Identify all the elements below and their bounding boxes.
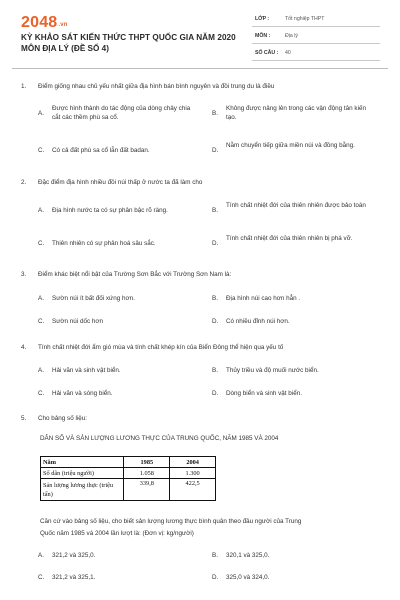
- meta-row-class: LỚP : Tốt nghiệp THPT: [252, 13, 380, 27]
- exam-meta: [252, 13, 380, 64]
- table-row: Số dân (triệu người) 1.058 1.300: [41, 468, 216, 479]
- table-row: Sản lượng lương thực (triệu tấn) 339,8 422,5: [41, 479, 216, 501]
- question-prompt: Quốc năm 1985 và 2004 lần lượt là: (Đơn vị: kg/người): [40, 530, 194, 537]
- exam-header: [0, 0, 400, 68]
- question-text: Điểm giống nhau chủ yếu nhất giữa địa hình bán bình nguyên và đồi trung du là điều: [38, 83, 275, 90]
- question-number: 5.: [21, 415, 27, 422]
- question-number: 2.: [21, 179, 27, 186]
- header-divider: [12, 68, 388, 69]
- question-number: 3.: [21, 271, 27, 278]
- data-table: [40, 456, 216, 501]
- question-number: 1.: [21, 83, 27, 90]
- question-number: 4.: [21, 344, 27, 351]
- question-prompt: Căn cứ vào bảng số liệu, cho biết sản lượng lương thực bình quân theo đầu người của Trung: [40, 518, 302, 525]
- meta-row-count: SỐ CÂU : 40: [252, 47, 380, 61]
- question-text: Tính chất nhiệt đới ẩm gió mùa và tính chất khép kín của Biển Đông thể hiện qua yếu tố: [38, 344, 284, 351]
- site-logo[interactable]: 2048.vn: [21, 14, 68, 31]
- table-title: DÂN SỐ VÀ SẢN LƯỢNG LƯƠNG THỰC CỦA TRUNG QUỐC, NĂM 1985 VÀ 2004: [40, 435, 279, 442]
- question-text: Đặc điểm địa hình nhiều đồi núi thấp ở nước ta đã làm cho: [38, 179, 203, 186]
- meta-row-subject: MÔN : Địa lý: [252, 30, 380, 44]
- question-text: Điểm khác biệt nổi bật của Trường Sơn Bắc với Trường Sơn Nam là:: [38, 271, 232, 278]
- table-header-row: Năm 1985 2004: [41, 457, 216, 468]
- question-text: Cho bảng số liệu:: [38, 415, 88, 422]
- exam-subtitle: MÔN ĐỊA LÝ (ĐỀ SỐ 4): [21, 44, 109, 53]
- exam-title: KỲ KHẢO SÁT KIẾN THỨC THPT QUỐC GIA NĂM 2020: [21, 33, 236, 42]
